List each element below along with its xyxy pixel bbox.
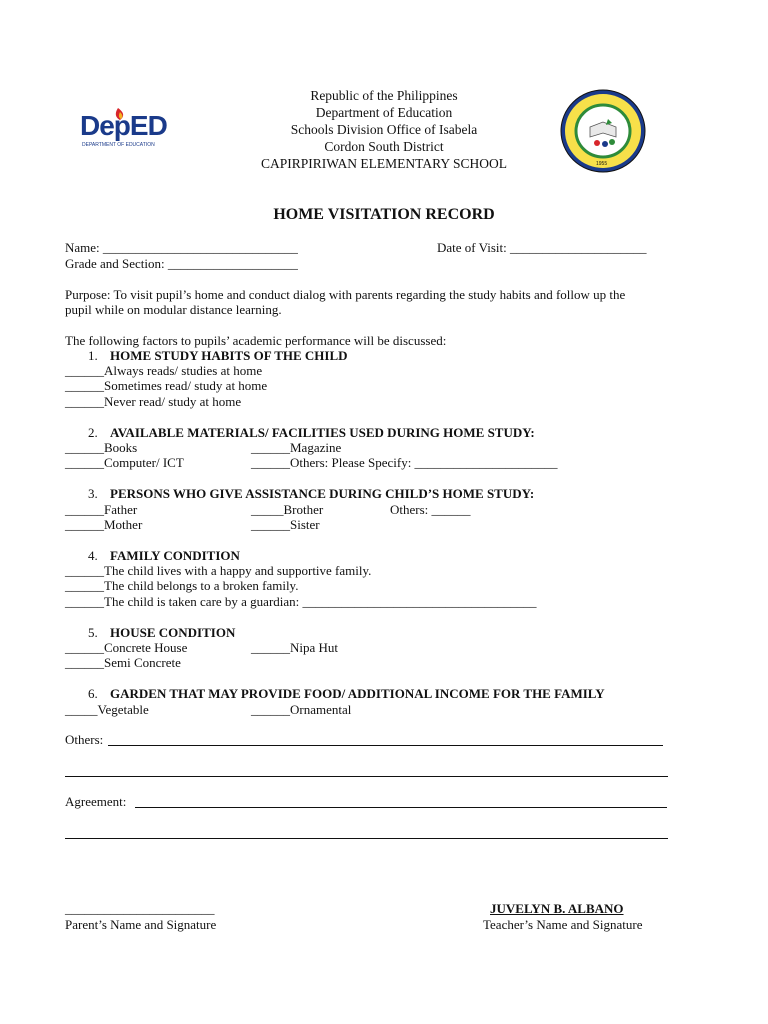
school-seal [560, 89, 646, 173]
factors-intro: The following factors to pupils’ academic performance will be discussed: [65, 333, 447, 348]
letterhead [184, 88, 584, 173]
deped-logo-subtext: DEPARTMENT OF EDUCATION [82, 142, 155, 148]
checklist-item[interactable]: ______Sometimes read/ study at home [65, 378, 268, 393]
checklist-item[interactable]: ______The child is taken care by a guardian: ____________________________________ [65, 594, 537, 609]
parent-signature-caption: Parent’s Name and Signature [65, 917, 217, 932]
checklist-item[interactable]: ______Semi Concrete [65, 655, 181, 670]
checklist-item[interactable]: ______Mother [65, 517, 143, 532]
checklist-item[interactable]: ______Others: Please Specify: ______________________ [251, 455, 558, 470]
section-title: HOME STUDY HABITS OF THE CHILD [110, 348, 348, 363]
section-number: 3. [88, 486, 98, 501]
section-number: 2. [88, 425, 98, 440]
letterhead-line-1: Republic of the Philippines [310, 88, 458, 103]
deped-logo-text: DepED [80, 110, 167, 141]
section-title: FAMILY CONDITION [110, 548, 240, 563]
section-number: 4. [88, 548, 98, 563]
name-field[interactable]: Name: ______________________________ [65, 240, 298, 255]
section-number: 6. [88, 686, 98, 701]
checklist-item[interactable]: Others: ______ [390, 502, 471, 517]
checklist-item[interactable]: ______Magazine [251, 440, 342, 455]
section-title: GARDEN THAT MAY PROVIDE FOOD/ ADDITIONAL INCOME FOR THE FAMILY [110, 686, 605, 701]
checklist-item[interactable]: ______The child belongs to a broken family. [65, 578, 299, 593]
checklist-item[interactable]: ______Nipa Hut [251, 640, 339, 655]
checklist-item[interactable]: _____Brother [251, 502, 324, 517]
date-of-visit-field[interactable]: Date of Visit: _____________________ [437, 240, 647, 255]
teacher-name: JUVELYN B. ALBANO [490, 901, 624, 916]
checklist-item[interactable]: ______Father [65, 502, 138, 517]
checklist-item[interactable]: ______The child lives with a happy and supportive family. [65, 563, 372, 578]
letterhead-line-3: Schools Division Office of Isabela [290, 122, 478, 137]
teacher-signature-caption: Teacher’s Name and Signature [483, 917, 643, 932]
letterhead-school-name: CAPIRPIRIWAN ELEMENTARY SCHOOL [261, 156, 507, 171]
checklist-item[interactable]: ______Sister [251, 517, 320, 532]
checklist-item[interactable]: _____Vegetable [65, 702, 149, 717]
section-title: PERSONS WHO GIVE ASSISTANCE DURING CHILD’S HOME STUDY: [110, 486, 535, 501]
agreement-answer-line-2[interactable] [65, 838, 668, 839]
section-title: AVAILABLE MATERIALS/ FACILITIES USED DURING HOME STUDY: [110, 425, 535, 440]
section-title: HOUSE CONDITION [110, 625, 236, 640]
letterhead-line-2: Department of Education [315, 105, 453, 120]
checklist-item[interactable]: ______Concrete House [65, 640, 188, 655]
checklist-item[interactable]: ______Computer/ ICT [65, 455, 184, 470]
purpose-line-2: pupil while on modular distance learning. [65, 302, 282, 317]
agreement-label: Agreement: [65, 794, 127, 809]
agreement-answer-line[interactable] [135, 807, 667, 808]
deped-logo [80, 104, 180, 152]
others-label: Others: [65, 732, 104, 747]
section-number: 1. [88, 348, 98, 363]
checklist-item[interactable]: ______Always reads/ studies at home [65, 363, 263, 378]
section-5-heading [88, 625, 235, 640]
section-number: 5. [88, 625, 98, 640]
checklist-item[interactable]: ______Books [65, 440, 138, 455]
section-1-heading [88, 348, 348, 363]
parent-signature-line[interactable]: _______________________ [65, 901, 215, 916]
letterhead-line-4: Cordon South District [324, 139, 444, 154]
section-6-heading [88, 686, 605, 701]
section-2-heading [88, 425, 535, 440]
section-3-heading [88, 486, 534, 501]
page-title: HOME VISITATION RECORD [273, 206, 495, 223]
checklist-item[interactable]: ______Ornamental [251, 702, 352, 717]
purpose-line-1: Purpose: To visit pupil’s home and conduct dialog with parents regarding the study habits and follow up the [65, 287, 626, 302]
section-4-heading [88, 548, 240, 563]
others-answer-line[interactable] [108, 745, 663, 746]
grade-section-field[interactable]: Grade and Section: ____________________ [65, 256, 298, 271]
others-answer-line-2[interactable] [65, 776, 668, 777]
seal-year: 1955 [596, 161, 608, 167]
checklist-item[interactable]: ______Never read/ study at home [65, 394, 242, 409]
